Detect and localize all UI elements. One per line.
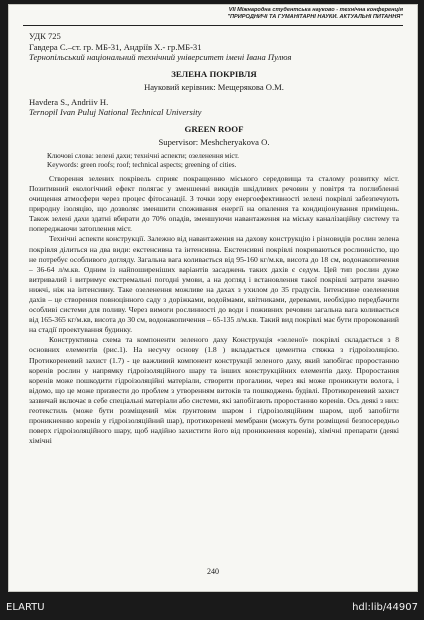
page-number: 240 [207,567,219,576]
title-en: GREEN ROOF [184,123,244,134]
keywords-ua: Ключові слова: зелені дахи; технічні аспекти; озеленення міст. [47,151,239,160]
paragraph-technical-aspects: Технічні аспекти конструкції. Залежно від навантаження на дахову конструкцію і різновидів рослин зелена покрівля ділиться на два види: екстенсивна та інтенсивна. Екстенсивні покрівлі покриваються рослинністю, що не потребує особливого догляду. Загальна вага коливається від 95-160 кг/м.кв, висота до 18 см, водонакопичення – 36-64 л/м.кв. Одним із найпоширеніших варіантів засаджень таких дахів є седум. Цей тип рослин дуже витривалий і витримує екстремальні погодні умови, а на догляд і встановлення такої покрівлі затрати значно нижчі, ніж на інтенсивну. Таке озеленення можливе на дахах з ухилом до 35 градусів. Інтенсивне озеленення дахів – це створення повноцінного саду з доріжками, водоймами, квітниками, деревами, необхідно передбачити особливі системи для поливу. Через вимоги рослинності до води і поживних речовин загальна вага коливається від 165-365 кг/м.кв, висота до 30 см, водонакопичення – 65-135 л/м.кв. Такий вид покрівлі має бути пророкований на стадії проектування будинку. [29,234,399,335]
article-content [29,31,399,446]
paragraph-intro: Створення зелених покрівель сприяє покращенню міського середовища та сталому розвитку міст. Позитивний екологічний ефект полягає у зменшенні викидів шкідливих речовин у повітря та поглибленні очищення атмосфери через процес фітосанації. З точки зору енергоефективності зелені покрівлі забезпечують природну ізоляцію, що дозволяє зменшити споживання енергії на опалення та кондиціонування приміщень. Також зелені дахи здатні вбирати до 70% опадів, зменшуючи навантаження на міську каналізаційну систему та попереджаючи затоплення міст. [29,173,399,234]
supervisor-en: Supervisor: Meshcheryakova O. [158,136,270,147]
running-header [23,7,403,21]
institution-ua: Тернопільський національний технічний університет імені Івана Пулюя [29,52,292,62]
conference-title: "ПРИРОДНИЧІ ТА ГУМАНІТАРНІ НАУКИ. АКТУАЛЬНІ ПИТАННЯ" [227,14,403,20]
conference-name: VII Міжнародна студентська науково - технічна конференція [228,7,403,13]
udc-code: УДК 725 [29,31,61,41]
document-page [8,4,418,592]
repository-footer [0,596,424,620]
supervisor-ua: Науковий керівник: Мещерякова О.М. [144,81,284,92]
repository-name: ELARTU [6,602,45,613]
institution-en: Ternopil Ivan Puluj National Technical University [29,107,202,118]
title-ua: ЗЕЛЕНА ПОКРІВЛЯ [171,68,257,79]
authors-ua: Гавдера С.–ст. гр. МБ-31, Андріїв Х.- гр.МБ-31 [29,41,202,52]
paragraph-construction-scheme: Конструктивна схема та компоненти зеленого даху Конструкція «зеленої» покрівлі складається з 8 основних елементів (рис.1). На несучу основу (1.8 ) вкладається цементна стяжка з гідроізоляцією. Протикореневий захист (1.7) - це важливий компонент конструкції зеленого даху, який запобігає проростанню коренів рослин у напрямку гідроізоляційного шару та інших конструкційних елементів даху. Проростання коренів може пошкодити гідроізоляційні матеріали, створити прогалини, через які може проникнути волога, і відомо, що це може призвести до проблем з утворенням витоків та пошкоджень будівлі. Протикореневий захист зазвичай включає в себе спеціальні матеріали або системи, які запобігають проростанню коренів. Ось деякі з них: геотекстиль (може бути розміщений між ґрунтовим шаром і гідроізоляційним шаром, щоб запобігти проникненню коренів у гідроізоляційний шар), протикореневі мембрани (можуть бути розміщені безпосередньо поверх гідроізоляційного шару, щоб надійно захистити його від проникнення коренів), хімічні препарати (деякі хімічні [29,335,399,446]
keywords-en: Keywords: green roofs; roof; technical aspects; greening of cities. [47,160,237,169]
header-divider [23,25,403,26]
handle-id: hdl:lib/44907 [352,602,418,613]
authors-en: Havdera S., Andriiv H. [29,96,109,107]
